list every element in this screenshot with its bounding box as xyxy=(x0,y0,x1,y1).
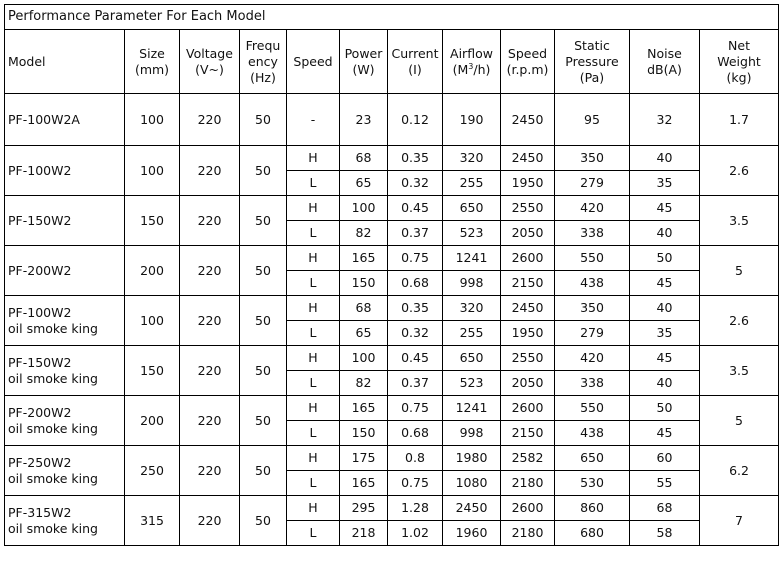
model-name-line: PF-100W2 xyxy=(8,162,72,178)
cell-frequency: 50 xyxy=(240,496,287,546)
cell-airflow: 255 xyxy=(443,321,501,346)
performance-table-container xyxy=(4,4,779,546)
model-name-line: oil smoke king xyxy=(8,470,98,486)
cell-net-weight: 3.5 xyxy=(700,346,779,396)
model-name-line: PF-150W2 xyxy=(8,354,72,370)
cell-speed-rpm: 2450 xyxy=(501,94,555,146)
cell-power: 68 xyxy=(340,296,388,321)
cell-speed-rpm: 2150 xyxy=(501,421,555,446)
cell-speed-rpm: 2050 xyxy=(501,371,555,396)
model-name-line: PF-315W2 xyxy=(8,504,72,520)
cell-voltage: 220 xyxy=(180,446,240,496)
cell-model xyxy=(5,446,125,496)
cell-current: 0.37 xyxy=(388,371,443,396)
cell-noise: 40 xyxy=(630,371,700,396)
cell-net-weight: 1.7 xyxy=(700,94,779,146)
header-current: Current (I) xyxy=(388,30,443,94)
cell-speed-rpm: 2550 xyxy=(501,346,555,371)
cell-noise: 32 xyxy=(630,94,700,146)
cell-speed-grade: H xyxy=(287,196,340,221)
table-body xyxy=(5,94,779,546)
cell-current: 1.28 xyxy=(388,496,443,521)
cell-speed-grade: H xyxy=(287,446,340,471)
cell-speed-rpm: 2450 xyxy=(501,146,555,171)
cell-static-pressure: 350 xyxy=(555,296,630,321)
cell-size: 150 xyxy=(125,346,180,396)
cell-voltage: 220 xyxy=(180,396,240,446)
cell-static-pressure: 279 xyxy=(555,171,630,196)
cell-static-pressure: 350 xyxy=(555,146,630,171)
cell-noise: 68 xyxy=(630,496,700,521)
cell-speed-grade: H xyxy=(287,496,340,521)
cell-model xyxy=(5,396,125,446)
cell-speed-grade: H xyxy=(287,296,340,321)
cell-noise: 60 xyxy=(630,446,700,471)
cell-speed-grade: L xyxy=(287,471,340,496)
cell-voltage: 220 xyxy=(180,296,240,346)
table-row xyxy=(5,94,779,146)
cell-speed-grade: H xyxy=(287,346,340,371)
cell-static-pressure: 438 xyxy=(555,421,630,446)
cell-voltage: 220 xyxy=(180,246,240,296)
cell-power: 23 xyxy=(340,94,388,146)
cell-net-weight: 5 xyxy=(700,246,779,296)
cell-noise: 45 xyxy=(630,346,700,371)
cell-airflow: 1241 xyxy=(443,246,501,271)
cell-speed-grade: L xyxy=(287,371,340,396)
title-row xyxy=(5,5,779,30)
cell-voltage: 220 xyxy=(180,94,240,146)
cell-frequency: 50 xyxy=(240,346,287,396)
model-name-line: PF-200W2 xyxy=(8,262,72,278)
cell-airflow: 998 xyxy=(443,421,501,446)
cell-model xyxy=(5,94,125,146)
model-name-line: oil smoke king xyxy=(8,420,98,436)
cell-model xyxy=(5,346,125,396)
cell-static-pressure: 438 xyxy=(555,271,630,296)
cell-power: 218 xyxy=(340,521,388,546)
cell-speed-rpm: 2600 xyxy=(501,246,555,271)
cell-speed-rpm: 2180 xyxy=(501,471,555,496)
cell-static-pressure: 338 xyxy=(555,221,630,246)
cell-power: 150 xyxy=(340,271,388,296)
cell-noise: 55 xyxy=(630,471,700,496)
model-name-line: PF-150W2 xyxy=(8,212,72,228)
cell-voltage: 220 xyxy=(180,196,240,246)
cell-power: 295 xyxy=(340,496,388,521)
cell-static-pressure: 550 xyxy=(555,396,630,421)
cell-speed-grade: L xyxy=(287,271,340,296)
cell-airflow: 255 xyxy=(443,171,501,196)
table-row xyxy=(5,196,779,221)
cell-noise: 40 xyxy=(630,221,700,246)
cell-speed-rpm: 2582 xyxy=(501,446,555,471)
cell-current: 0.75 xyxy=(388,246,443,271)
table-row xyxy=(5,346,779,371)
cell-current: 0.35 xyxy=(388,296,443,321)
cell-power: 100 xyxy=(340,196,388,221)
cell-power: 100 xyxy=(340,346,388,371)
cell-speed-grade: H xyxy=(287,246,340,271)
cell-model xyxy=(5,196,125,246)
cell-noise: 50 xyxy=(630,396,700,421)
cell-voltage: 220 xyxy=(180,146,240,196)
cell-airflow: 1241 xyxy=(443,396,501,421)
header-model: Model xyxy=(5,30,125,94)
cell-power: 65 xyxy=(340,321,388,346)
cell-size: 250 xyxy=(125,446,180,496)
cell-frequency: 50 xyxy=(240,94,287,146)
cell-frequency: 50 xyxy=(240,396,287,446)
model-name-line: PF-100W2A xyxy=(8,111,80,127)
cell-voltage: 220 xyxy=(180,346,240,396)
cell-current: 1.02 xyxy=(388,521,443,546)
cell-power: 68 xyxy=(340,146,388,171)
cell-model xyxy=(5,246,125,296)
cell-speed-rpm: 2150 xyxy=(501,271,555,296)
table-row xyxy=(5,496,779,521)
cell-noise: 35 xyxy=(630,321,700,346)
table-row xyxy=(5,146,779,171)
cell-size: 315 xyxy=(125,496,180,546)
cell-speed-rpm: 1950 xyxy=(501,321,555,346)
cell-power: 165 xyxy=(340,396,388,421)
cell-current: 0.12 xyxy=(388,94,443,146)
cell-noise: 50 xyxy=(630,246,700,271)
model-name-line: PF-200W2 xyxy=(8,404,72,420)
model-name-line: oil smoke king xyxy=(8,370,98,386)
cell-current: 0.32 xyxy=(388,171,443,196)
cell-airflow: 190 xyxy=(443,94,501,146)
cell-size: 200 xyxy=(125,246,180,296)
cell-speed-rpm: 1950 xyxy=(501,171,555,196)
header-speed: Speed (r.p.m) xyxy=(501,30,555,94)
cell-power: 150 xyxy=(340,421,388,446)
cell-frequency: 50 xyxy=(240,146,287,196)
cell-speed-grade: L xyxy=(287,171,340,196)
cell-net-weight: 2.6 xyxy=(700,146,779,196)
cell-size: 100 xyxy=(125,296,180,346)
header-frequency: Frequ ency (Hz) xyxy=(240,30,287,94)
cell-airflow: 523 xyxy=(443,221,501,246)
cell-current: 0.75 xyxy=(388,471,443,496)
cell-frequency: 50 xyxy=(240,196,287,246)
cell-noise: 40 xyxy=(630,296,700,321)
cell-frequency: 50 xyxy=(240,446,287,496)
cell-noise: 45 xyxy=(630,421,700,446)
performance-table xyxy=(4,4,779,546)
cell-net-weight: 5 xyxy=(700,396,779,446)
cell-speed-rpm: 2600 xyxy=(501,496,555,521)
cell-speed-rpm: 2600 xyxy=(501,396,555,421)
cell-speed-grade: L xyxy=(287,321,340,346)
header-net-weight: Net Weight (kg) xyxy=(700,30,779,94)
cell-power: 82 xyxy=(340,371,388,396)
cell-airflow: 998 xyxy=(443,271,501,296)
header-airflow: Airflow $(M^3/h)$ xyxy=(443,30,501,94)
cell-noise: 40 xyxy=(630,146,700,171)
header-size: Size (mm) xyxy=(125,30,180,94)
cell-static-pressure: 420 xyxy=(555,196,630,221)
cell-static-pressure: 860 xyxy=(555,496,630,521)
cell-airflow: 1980 xyxy=(443,446,501,471)
cell-current: 0.75 xyxy=(388,396,443,421)
cell-frequency: 50 xyxy=(240,246,287,296)
cell-speed-grade: - xyxy=(287,94,340,146)
header-voltage: Voltage (V~) xyxy=(180,30,240,94)
cell-current: 0.8 xyxy=(388,446,443,471)
cell-size: 100 xyxy=(125,146,180,196)
cell-airflow: 1960 xyxy=(443,521,501,546)
cell-speed-rpm: 2050 xyxy=(501,221,555,246)
header-power: Power (W) xyxy=(340,30,388,94)
cell-net-weight: 2.6 xyxy=(700,296,779,346)
cell-static-pressure: 530 xyxy=(555,471,630,496)
cell-model xyxy=(5,496,125,546)
cell-airflow: 320 xyxy=(443,146,501,171)
cell-current: 0.35 xyxy=(388,146,443,171)
cell-speed-grade: L xyxy=(287,421,340,446)
cell-size: 200 xyxy=(125,396,180,446)
cell-static-pressure: 420 xyxy=(555,346,630,371)
cell-model xyxy=(5,146,125,196)
cell-frequency: 50 xyxy=(240,296,287,346)
cell-static-pressure: 680 xyxy=(555,521,630,546)
header-noise: Noise dB(A) xyxy=(630,30,700,94)
header-speed-grade: Speed xyxy=(287,30,340,94)
cell-power: 165 xyxy=(340,471,388,496)
cell-airflow: 2450 xyxy=(443,496,501,521)
cell-current: 0.68 xyxy=(388,421,443,446)
cell-airflow: 1080 xyxy=(443,471,501,496)
cell-noise: 45 xyxy=(630,196,700,221)
cell-current: 0.45 xyxy=(388,346,443,371)
cell-size: 100 xyxy=(125,94,180,146)
cell-static-pressure: 279 xyxy=(555,321,630,346)
cell-current: 0.45 xyxy=(388,196,443,221)
table-row xyxy=(5,246,779,271)
cell-net-weight: 7 xyxy=(700,496,779,546)
model-name-line: PF-250W2 xyxy=(8,454,72,470)
cell-static-pressure: 550 xyxy=(555,246,630,271)
cell-voltage: 220 xyxy=(180,496,240,546)
cell-speed-rpm: 2450 xyxy=(501,296,555,321)
cell-speed-grade: L xyxy=(287,521,340,546)
cell-model xyxy=(5,296,125,346)
cell-speed-grade: L xyxy=(287,221,340,246)
cell-static-pressure: 95 xyxy=(555,94,630,146)
cell-airflow: 650 xyxy=(443,196,501,221)
cell-noise: 35 xyxy=(630,171,700,196)
table-row xyxy=(5,446,779,471)
cell-airflow: 320 xyxy=(443,296,501,321)
cell-net-weight: 6.2 xyxy=(700,446,779,496)
cell-power: 82 xyxy=(340,221,388,246)
table-title: Performance Parameter For Each Model xyxy=(5,5,779,30)
cell-current: 0.32 xyxy=(388,321,443,346)
header-row xyxy=(5,30,779,94)
model-name-line: oil smoke king xyxy=(8,520,98,536)
cell-static-pressure: 338 xyxy=(555,371,630,396)
cell-noise: 58 xyxy=(630,521,700,546)
cell-power: 175 xyxy=(340,446,388,471)
cell-size: 150 xyxy=(125,196,180,246)
cell-speed-grade: H xyxy=(287,396,340,421)
cell-current: 0.68 xyxy=(388,271,443,296)
cell-power: 65 xyxy=(340,171,388,196)
table-row xyxy=(5,296,779,321)
cell-current: 0.37 xyxy=(388,221,443,246)
cell-noise: 45 xyxy=(630,271,700,296)
cell-speed-rpm: 2550 xyxy=(501,196,555,221)
cell-speed-rpm: 2180 xyxy=(501,521,555,546)
cell-power: 165 xyxy=(340,246,388,271)
cell-static-pressure: 650 xyxy=(555,446,630,471)
cell-speed-grade: H xyxy=(287,146,340,171)
table-row xyxy=(5,396,779,421)
header-static-pressure: Static Pressure (Pa) xyxy=(555,30,630,94)
cell-net-weight: 3.5 xyxy=(700,196,779,246)
cell-airflow: 523 xyxy=(443,371,501,396)
model-name-line: PF-100W2 xyxy=(8,304,72,320)
model-name-line: oil smoke king xyxy=(8,320,98,336)
cell-airflow: 650 xyxy=(443,346,501,371)
